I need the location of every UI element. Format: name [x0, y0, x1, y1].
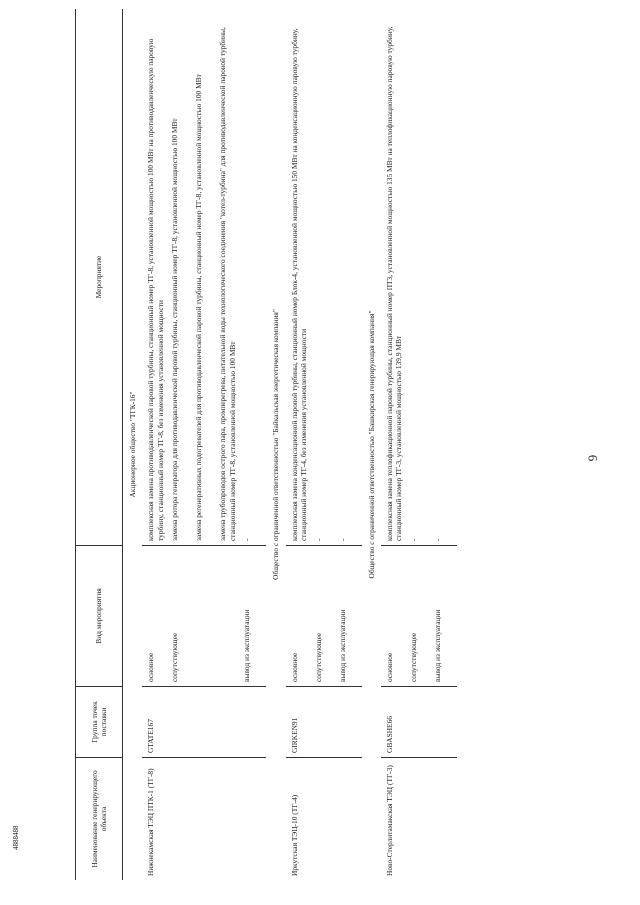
table-row	[142, 9, 266, 880]
document-id: 4888488	[12, 825, 20, 850]
measure-type-entry: сопутствующее	[313, 632, 323, 682]
object-name-cell: Иркутская ТЭЦ-10 (ТГ-4)	[289, 794, 299, 876]
company-row	[123, 9, 143, 880]
company-name: Общество с ограниченной ответственностью "Башкирская генерирующая компания"	[366, 310, 376, 579]
object-name-cell: Ново-Стерлитамакская ТЭЦ (ТГ-3)	[384, 765, 394, 876]
measure-type-cell	[142, 546, 266, 687]
measure-entry: -	[242, 538, 252, 541]
table-row	[381, 9, 457, 880]
measure-type-entry: вывод из эксплуатации	[432, 609, 442, 682]
measure-type-cell	[286, 546, 362, 687]
measure-type-cell	[381, 546, 457, 687]
measure-type-entry	[218, 550, 242, 682]
header-measure-type: Вид мероприятия	[76, 546, 123, 687]
measure-type-entry	[194, 550, 218, 682]
header-gtp-group: Группа точек поставки	[76, 687, 123, 758]
measure-entry: комплексная замена противодавленческой паровой турбины, станционный номер ТГ-8, установленной мощностью 100 МВт на противодавленческую паровую турбину, станционный номер ТГ-8, без изменения установленной мощности	[146, 38, 165, 541]
table-header-row	[76, 9, 123, 880]
measure-type-entry: основное	[289, 652, 299, 682]
header-object-name: Наименование генерирующего объекта	[76, 758, 123, 881]
page-number: 6	[585, 454, 601, 462]
company-row	[362, 9, 381, 880]
measure-entry: комплексная замена конденсационной паровой турбины, станционный номер Блок-4, установленной мощностью 150 МВт на конденсационную паровую турбину, станционный номер ТГ-4, без изменения установленной мощности	[289, 28, 308, 541]
header-measure: Мероприятие	[76, 9, 123, 546]
measure-cell	[286, 9, 362, 546]
measure-entry: замена трубопроводов острого пара, промперегрева, питательной воды технологического соединения "котел-турбина" для противодавленческой паровой турбины, станционный номер ТГ-8, установленной мощностью 100 МВт	[218, 27, 237, 541]
measure-entry: -	[337, 538, 347, 541]
measure-cell	[381, 9, 457, 546]
rotated-table-container	[75, 20, 545, 880]
measure-entry: комплексная замена теплофикационной паровой турбины, станционный номер ПТ3, установленной мощностью 135 МВт на теплофикационную паровую турбину, станционный номер ТГ-3, установленной мощностью 139,9 МВт	[384, 26, 403, 541]
company-name: Общество с ограниченной ответственностью "Байкальская энергетическая компания"	[271, 309, 281, 580]
table-body	[123, 9, 457, 880]
measure-entry: замена ротора генератора для противодавленческой паровой турбины, станционный номер ТГ-8, установленной мощностью 100 МВт	[170, 118, 180, 541]
measure-entry: -	[432, 538, 442, 541]
measure-entry: замена регенеративных подогревателей для противодавленческой паровой турбины, станционный номер ТГ-8, установленной мощностью 100 МВт	[194, 74, 204, 541]
measure-cell	[142, 9, 266, 546]
measure-type-entry: основное	[384, 652, 394, 682]
gtp-group-cell: GBASHE66	[381, 687, 457, 758]
table-row	[286, 9, 362, 880]
measure-type-entry: вывод из эксплуатации	[242, 609, 252, 682]
measure-type-entry: основное	[146, 652, 156, 682]
measures-table	[75, 9, 457, 880]
company-name: Акционерное общество "ТГК-16"	[128, 391, 137, 498]
measure-entry: -	[313, 538, 323, 541]
company-row	[266, 9, 285, 880]
measure-type-entry: вывод из эксплуатации	[337, 609, 347, 682]
gtp-group-cell: GIRKEN91	[286, 687, 362, 758]
object-name-cell: Нижнекамская ТЭЦ ПТК-1 (ТГ-8)	[146, 768, 156, 876]
measure-type-entry: сопутствующее	[408, 632, 418, 682]
gtp-group-cell: GTATE167	[142, 687, 266, 758]
measure-type-entry: сопутствующее	[170, 632, 180, 682]
measure-entry: -	[408, 538, 418, 541]
